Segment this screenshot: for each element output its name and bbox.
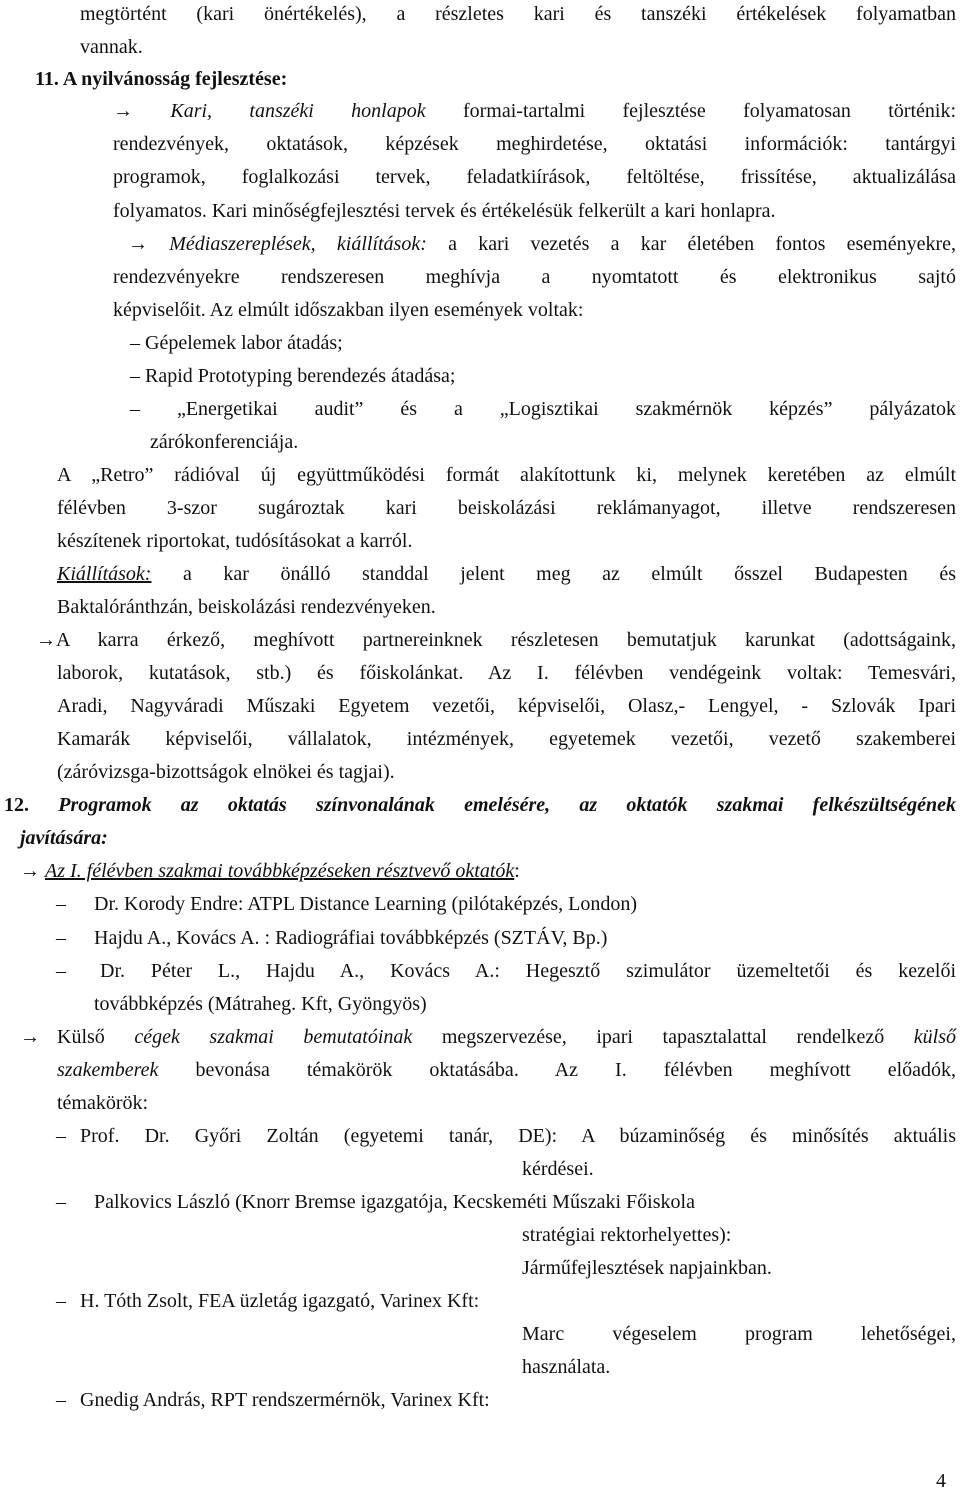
arrow-icon: → [20,860,40,882]
line-text: a kari vezetés a kar életében fontos eseményekre, [426,233,956,255]
paragraph-line: rendezvények, oktatások, képzések meghirdetése, oktatási információk: tantárgyi [113,133,956,155]
paragraph-line: A „Retro” rádióval új együttműködési formát alakítottunk ki, melynek keretében az elmúlt [57,464,956,486]
section-title: A nyilvánosság fejlesztése: [62,68,288,90]
arrow-icon: → [128,233,148,255]
emphasis-text: Kiállítások: [57,563,152,585]
list-item-continuation: stratégiai rektorhelyettes): [522,1224,732,1246]
list-item: – „Energetikai audit” és a „Logisztikai szakmérnök képzés” pályázatok [130,398,956,420]
list-item: Dr. Péter L., Hajdu A., Kovács A.: Hegesztő szimulátor üzemeltetői és kezelői [100,960,956,982]
list-item-continuation: továbbképzés (Mátraheg. Kft, Gyöngyös) [94,993,427,1015]
list-item: Palkovics László (Knorr Bremse igazgatója, Kecskeméti Műszaki Főiskola [94,1191,695,1213]
paragraph-line [57,1025,956,1049]
list-item: – Gépelemek labor átadás; [130,332,343,354]
bullet-line [113,99,956,123]
list-item: Gnedig András, RPT rendszermérnök, Varinex Kft: [80,1389,490,1411]
list-item: Hajdu A., Kovács A. : Radiográfiai továbbképzés (SZTÁV, Bp.) [94,927,608,949]
dash-icon: – [56,960,66,982]
line-text: megszervezése, ipari tapasztalattal rendelkező [412,1026,914,1048]
bullet-line [20,859,520,883]
list-item: Prof. Dr. Győri Zoltán (egyetemi tanár, DE): A búzaminőség és minősítés aktuális [80,1125,956,1147]
section-title-continuation: javítására: [20,827,108,849]
list-item-continuation: használata. [522,1356,611,1378]
emphasis-text: cégek szakmai bemutatóinak [134,1026,413,1048]
dash-icon: – [56,1125,66,1147]
line-text: Külső [57,1026,135,1048]
emphasis-text: szakemberek [57,1059,159,1081]
arrow-icon: → [20,1026,40,1048]
paragraph-line: laborok, kutatások, stb.) és főiskolánkat. Az I. félévben vendégeink voltak: Temesvári, [57,662,956,684]
paragraph-line: (záróvizsga-bizottságok elnökei és tagjai). [57,761,395,783]
paragraph-line [57,562,956,586]
emphasis-text: Médiaszereplések, kiállítások: [169,233,427,255]
paragraph-line: vannak. [80,36,143,58]
arrow-icon: → [113,100,133,122]
page-number: 4 [936,1470,946,1492]
dash-icon: – [56,927,66,949]
list-item-continuation: kérdései. [522,1158,594,1180]
list-item-continuation: Marc végeselem program lehetőségei, [522,1323,956,1345]
paragraph-line: félévben 3-szor sugároztak kari beiskolázási reklámanyagot, illetve rendszeresen [57,497,956,519]
emphasis-text: Kari, tanszéki honlapok [170,100,426,122]
line-text: formai-tartalmi fejlesztése folyamatosan történik: [425,100,957,122]
section-heading-12 [4,793,956,817]
paragraph-line: Kamarák képviselői, vállalatok, intézmények, egyetemek vezetői, vezető szakemberei [57,728,956,750]
list-item: – Rapid Prototyping berendezés átadása; [130,365,456,387]
paragraph-line [57,1058,956,1082]
paragraph-line: programok, foglalkozási tervek, feladatkiírások, feltöltése, frissítése, aktualizálása [113,166,956,188]
emphasis-text: külső [913,1026,956,1048]
emphasis-text: Az I. félévben szakmai továbbképzéseken résztvevő oktatók [45,860,515,882]
section-number: 12. [4,794,29,816]
list-item-continuation: Járműfejlesztések napjainkban. [522,1257,772,1279]
paragraph-line: rendezvényekre rendszeresen meghívja a nyomtatott és elektronikus sajtó [113,266,956,288]
list-item: H. Tóth Zsolt, FEA üzletág igazgató, Varinex Kft: [80,1290,480,1312]
paragraph-line: témakörök: [57,1092,149,1114]
paragraph-line: folyamatos. Kari minőségfejlesztési tervek és értékelésük felkerült a kari honlapra. [113,200,776,222]
paragraph-line: Baktalóránthzán, beiskolázási rendezvényeken. [57,596,436,618]
paragraph-line: készítenek riportokat, tudósításokat a karról. [57,530,413,552]
paragraph-line: →A karra érkező, meghívott partnereinknek részletesen bemutatjuk karunkat (adottságaink, [36,629,956,651]
section-title: Programok az oktatás színvonalának emelésére, az oktatók szakmai felkészültségének [58,794,956,816]
line-text: bevonása témakörök oktatásába. Az I. félévben meghívott előadók, [158,1059,956,1081]
bullet-line [128,232,956,256]
section-number: 11. [35,68,59,90]
dash-icon: – [56,1290,66,1312]
list-item: Dr. Korody Endre: ATPL Distance Learning (pilótaképzés, London) [94,893,638,915]
dash-icon: – [56,893,66,915]
list-item-continuation: zárókonferenciája. [150,431,299,453]
dash-icon: – [56,1191,66,1213]
paragraph-line: képviselőit. Az elmúlt időszakban ilyen események voltak: [113,299,584,321]
paragraph-line: megtörtént (kari önértékelés), a részletes kari és tanszéki értékelések folyamatban [80,3,956,25]
paragraph-line: Aradi, Nagyváradi Műszaki Egyetem vezetői, képviselői, Olasz,- Lengyel, - Szlovák Ipari [57,695,956,717]
line-text: a kar önálló standdal jelent meg az elmúlt ősszel Budapesten és [151,563,956,585]
section-heading-11 [35,67,287,91]
line-text: : [514,860,520,882]
dash-icon: – [56,1389,66,1411]
